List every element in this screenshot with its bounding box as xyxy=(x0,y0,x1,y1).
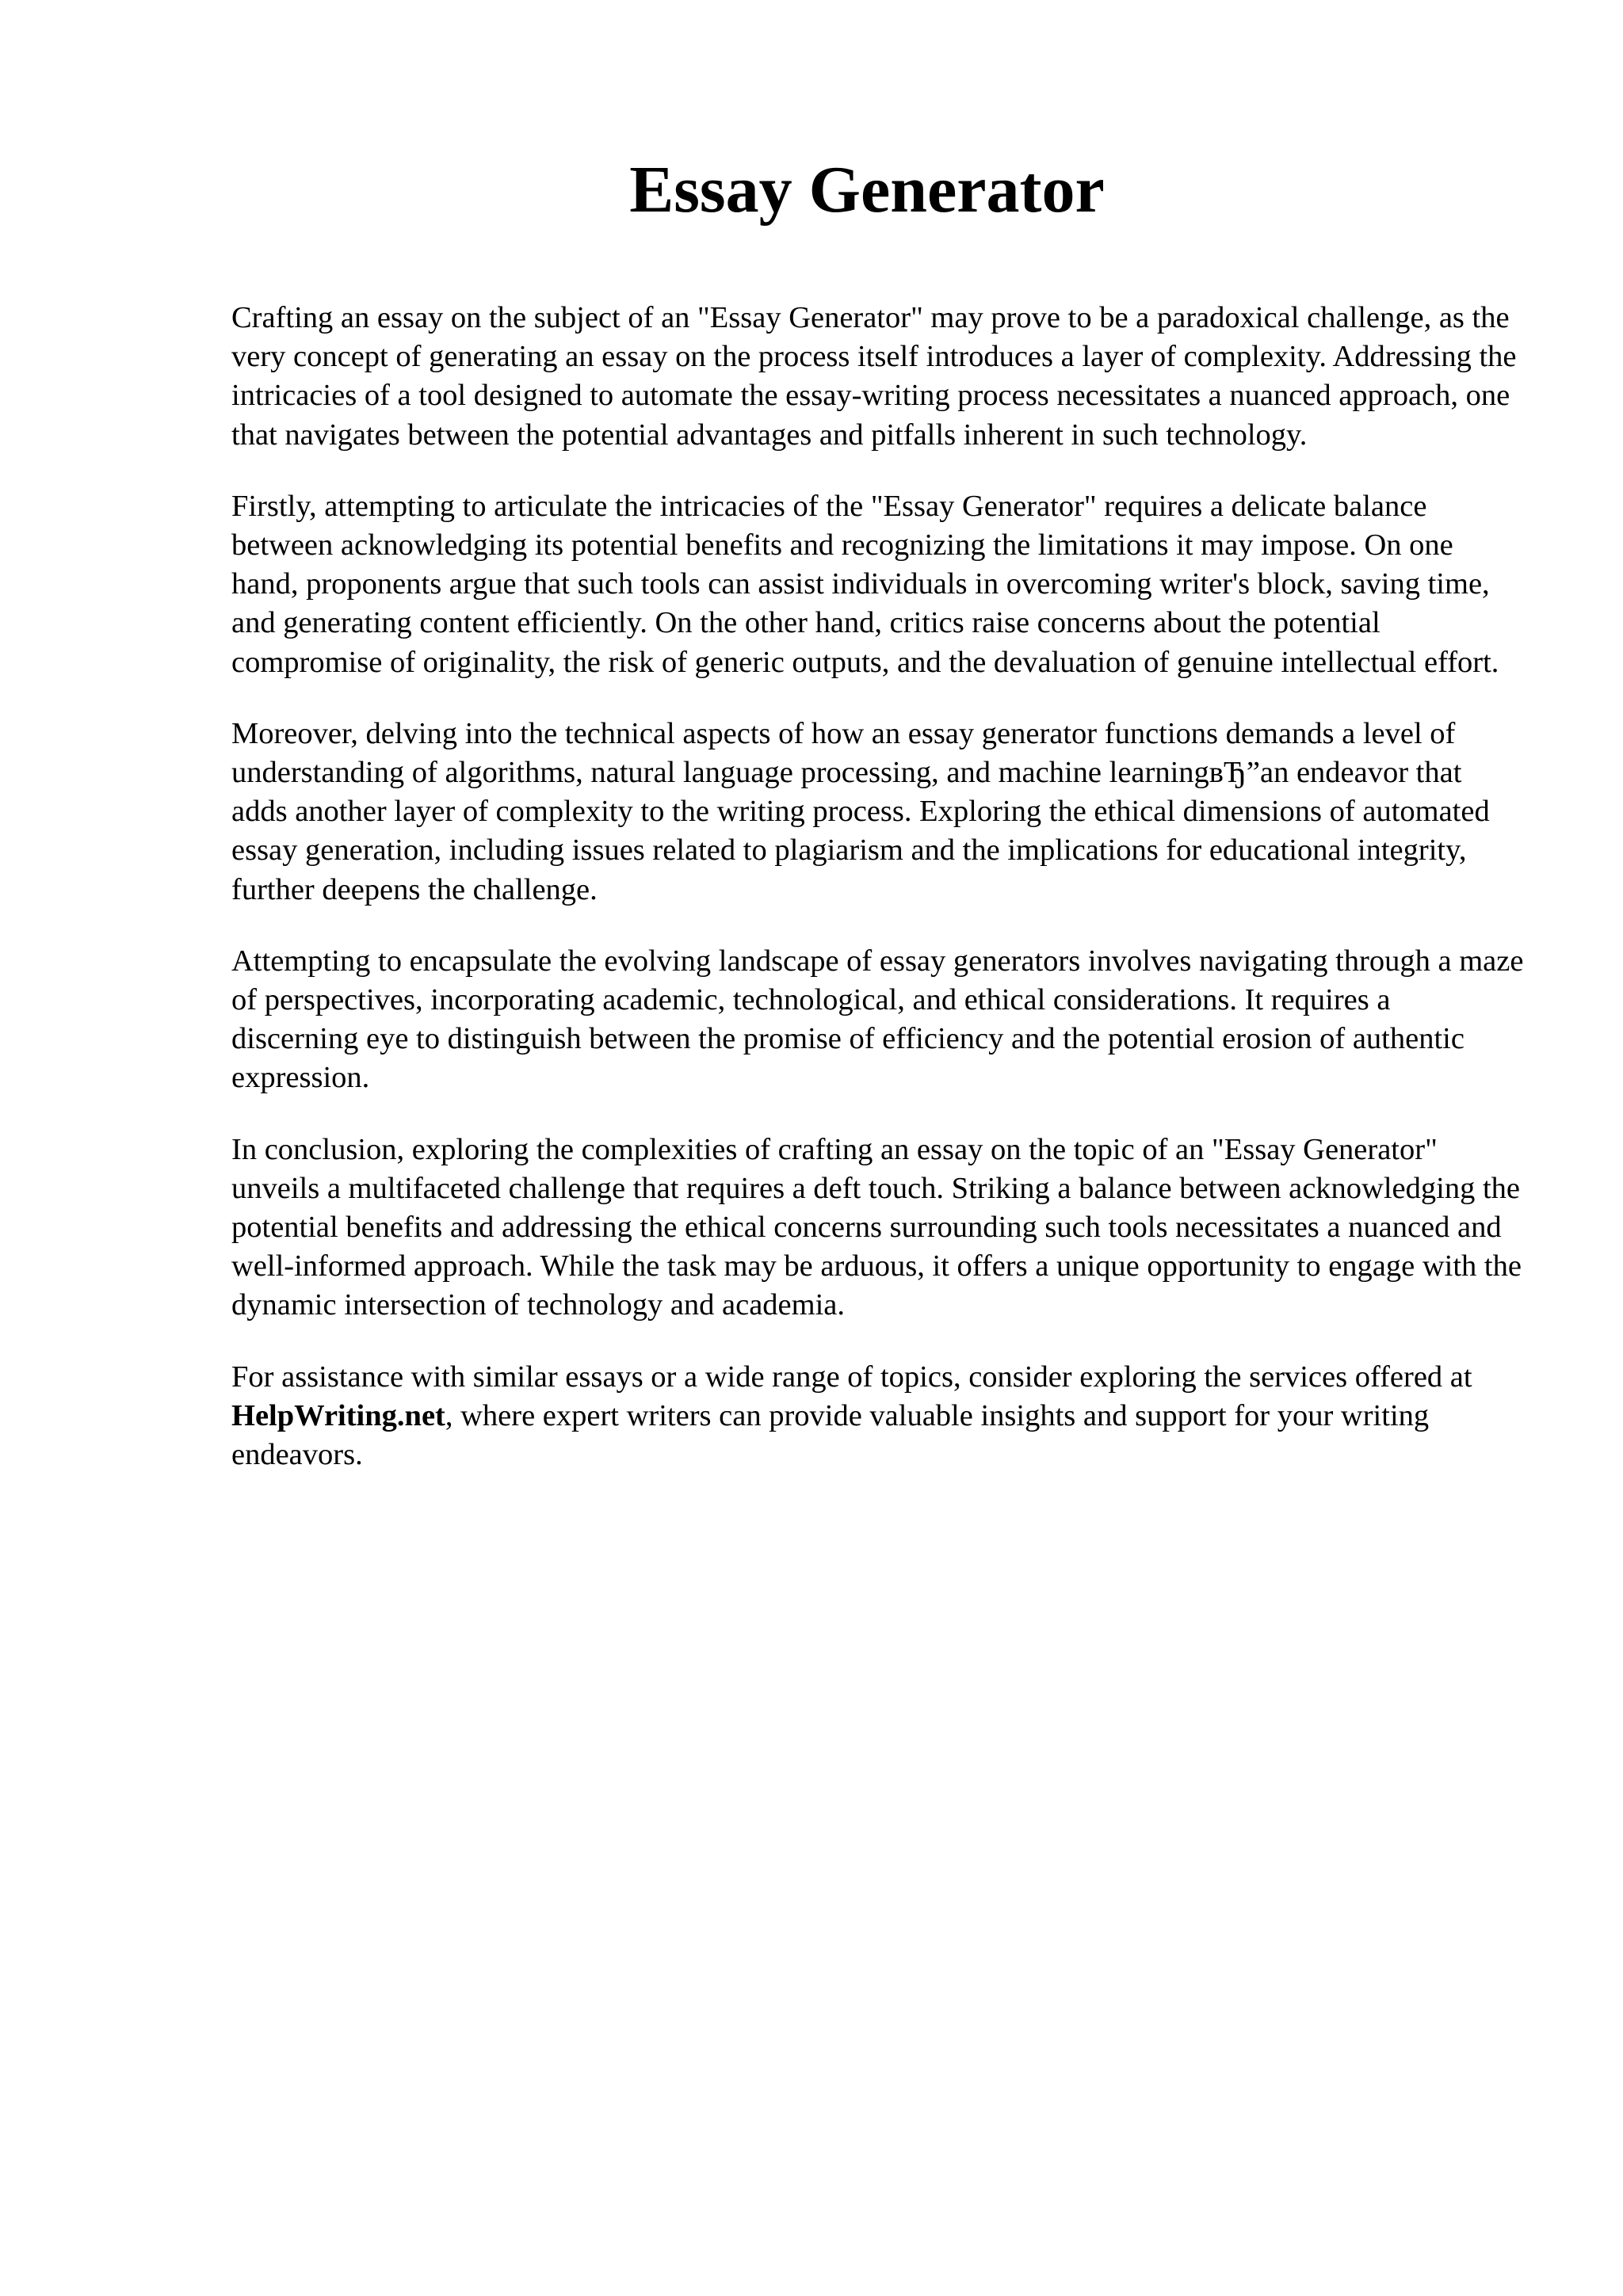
brand-link-text: HelpWriting.net xyxy=(231,1398,445,1432)
paragraph-closing xyxy=(231,1358,1525,1475)
essay-body xyxy=(231,299,1525,1507)
paragraph-intro: Crafting an essay on the subject of an "Essay Generator" may prove to be a paradoxical challenge, as the very concept of generating an essay on the process itself introduces a layer of complexity. Addressing the intricacies of a tool designed to automate the essay-writing process necessitates a nuanced approach, one that navigates between the potential advantages and pitfalls inherent in such technology. xyxy=(231,301,1517,452)
closing-text-before: For assistance with similar essays or a wide range of topics, consider exploring the services offered at xyxy=(231,1360,1472,1394)
paragraph-encapsulate: Attempting to encapsulate the evolving landscape of essay generators involves navigating through a maze of perspectives, incorporating academic, technological, and ethical considerations. It requires a discerning eye to distinguish between the promise of efficiency and the potential erosion of authentic expression. xyxy=(231,944,1524,1095)
paragraph-conclusion: In conclusion, exploring the complexities of crafting an essay on the topic of an "Essay Generator" unveils a multifaceted challenge that requires a deft touch. Striking a balance between acknowledging the potential benefits and addressing the ethical concerns surrounding such tools necessitates a nuanced and well-informed approach. While the task may be arduous, it offers a unique opportunity to engage with the dynamic intersection of technology and academia. xyxy=(231,1132,1522,1322)
paragraph-moreover: Moreover, delving into the technical aspects of how an essay generator functions demands a level of understanding of algorithms, natural language processing, and machine learningвЂ”an endeavor that adds another layer of complexity to the writing process. Exploring the ethical dimensions of automated essay generation, including issues related to plagiarism and the implications for educational integrity, further deepens the challenge. xyxy=(231,716,1490,906)
paragraph-firstly: Firstly, attempting to articulate the intricacies of the "Essay Generator" requires a delicate balance between acknowledging its potential benefits and recognizing the limitations it may impose. On one hand, proponents argue that such tools can assist individuals in overcoming writer's block, saving time, and generating content efficiently. On the other hand, critics raise concerns about the potential compromise of originality, the risk of generic outputs, and the devaluation of genuine intellectual effort. xyxy=(231,489,1499,679)
page-title: Essay Generator xyxy=(629,153,1105,227)
closing-text-after: , where expert writers can provide valuable insights and support for your writing endeavors. xyxy=(231,1398,1430,1472)
